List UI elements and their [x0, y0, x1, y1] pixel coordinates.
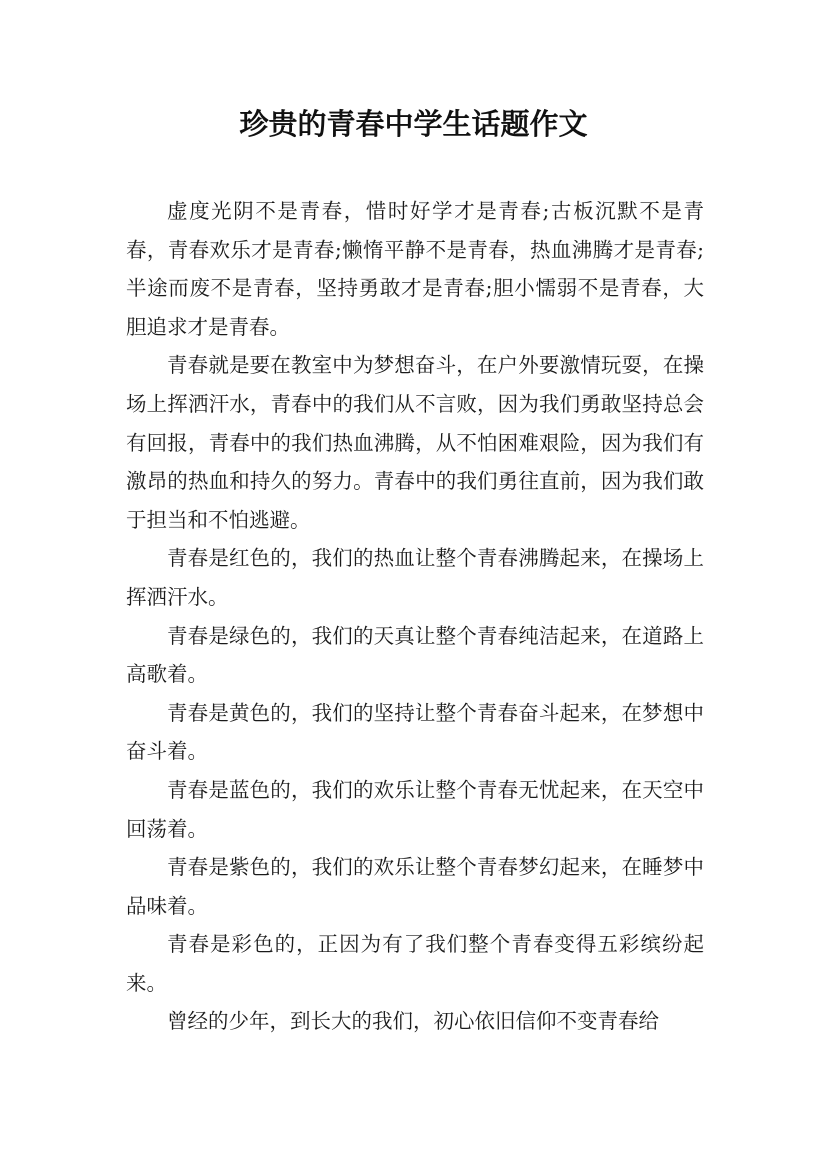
paragraph: 青春是紫色的，我们的欢乐让整个青春梦幻起来，在睡梦中品味着。 [126, 855, 704, 918]
paragraph: 青春是蓝色的，我们的欢乐让整个青春无忧起来，在天空中回荡着。 [126, 777, 704, 841]
paragraph: 青春是绿色的，我们的天真让整个青春纯洁起来，在道路上高歌着。 [126, 623, 704, 687]
document-title: 珍贵的青春中学生话题作文 [239, 107, 588, 141]
paragraph: 青春就是要在教室中为梦想奋斗，在户外要激情玩耍，在操场上挥洒汗水，青春中的我们从不言败，因为我们勇敢坚持总会有回报，青春中的我们热血沸腾，从不怕困难艰险，因为我们有激昂的热血和持久的努力。青春中的我们勇往直前，因为我们敢于担当和不怕逃避。 [126, 353, 704, 532]
paragraph: 青春是黄色的，我们的坚持让整个青春奋斗起来，在梦想中奋斗着。 [126, 700, 704, 764]
paragraph: 青春是彩色的，正因为有了我们整个青春变得五彩缤纷起来。 [126, 932, 704, 995]
document-body [126, 192, 704, 1041]
paragraph: 曾经的少年，到长大的我们，初心依旧信仰不变青春给 [167, 1009, 659, 1034]
paragraph: 虚度光阴不是青春，惜时好学才是青春;古板沉默不是青春，青春欢乐才是青春;懒惰平静不是青春，热血沸腾才是青春;半途而废不是青春，坚持勇敢才是青春;胆小懦弱不是青春，大胆追求才是青春。 [126, 199, 704, 339]
paragraph: 青春是红色的，我们的热血让整个青春沸腾起来，在操场上挥洒汗水。 [126, 546, 704, 609]
